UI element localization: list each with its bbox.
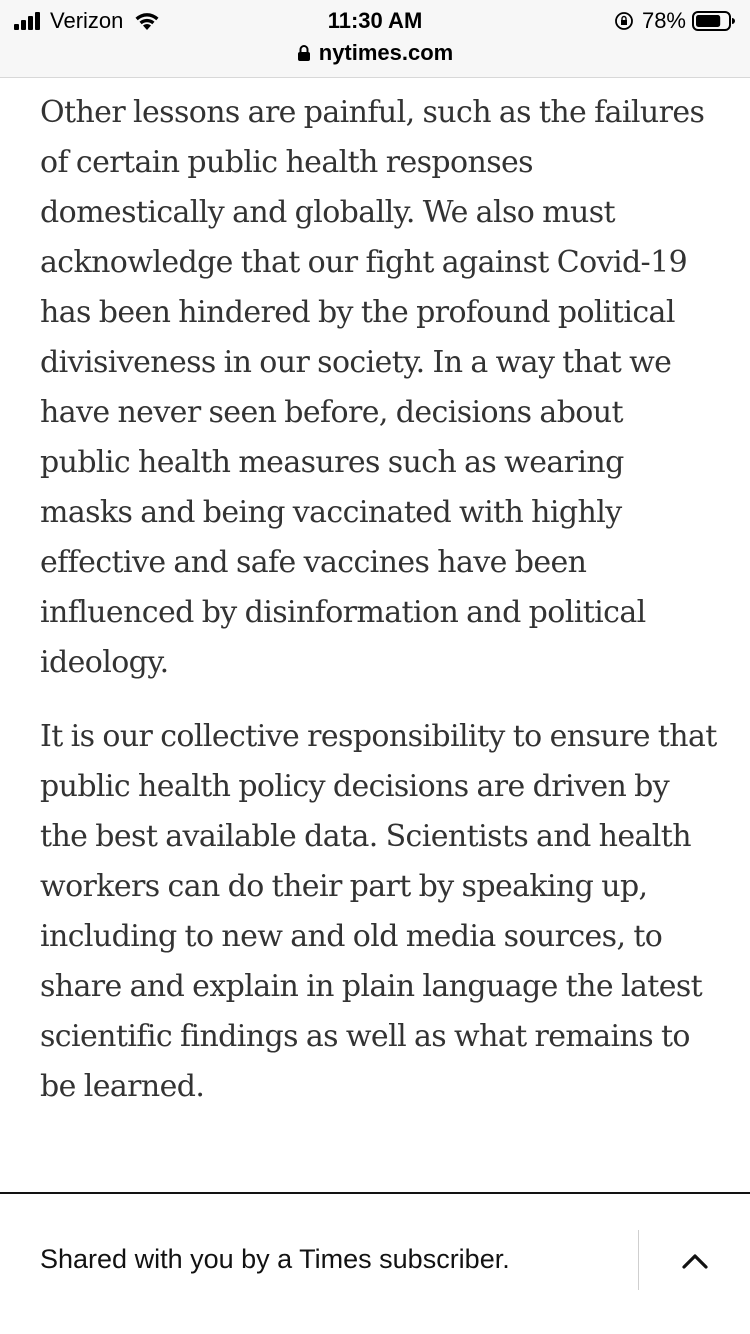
- battery-percent: 78%: [641, 8, 686, 33]
- url-text: nytimes.com: [318, 40, 454, 65]
- shared-by-subscriber-text: Shared with you by a Times subscriber.: [40, 1244, 510, 1274]
- status-time: 11:30 AM: [327, 8, 423, 33]
- article-paragraph: It is our collective responsibility to ensure that public health policy decisions are driven by the best available data. Scientists and health workers can do their part by speaking up, including to new and old media sources, to share and explain in plain language the latest scientific findings as well as what remains to be learned.: [40, 719, 717, 1104]
- expand-button[interactable]: [660, 1234, 730, 1288]
- share-bar: [0, 1192, 750, 1334]
- article-body: [40, 88, 720, 1136]
- article-paragraph: Other lessons are painful, such as the failures of certain public health responses domestically and globally. We also must acknowledge that our fight against Covid-19 has been hindered by the profound political divisiveness in our society. In a way that we have never seen before, decisions about public health measures such as wearing masks and being vaccinated with highly effective and safe vaccines have been influenced by disinformation and political ideology.: [40, 95, 705, 680]
- chevron-up-icon: [681, 1252, 709, 1270]
- padlock-icon: [297, 44, 311, 62]
- status-bar-right: [614, 6, 736, 36]
- divider: [638, 1230, 639, 1290]
- url-bar[interactable]: [0, 38, 750, 68]
- orientation-lock-icon: [614, 11, 634, 31]
- battery-icon: [692, 10, 736, 32]
- carrier-label: Verizon: [50, 8, 124, 33]
- status-bar: [0, 0, 750, 78]
